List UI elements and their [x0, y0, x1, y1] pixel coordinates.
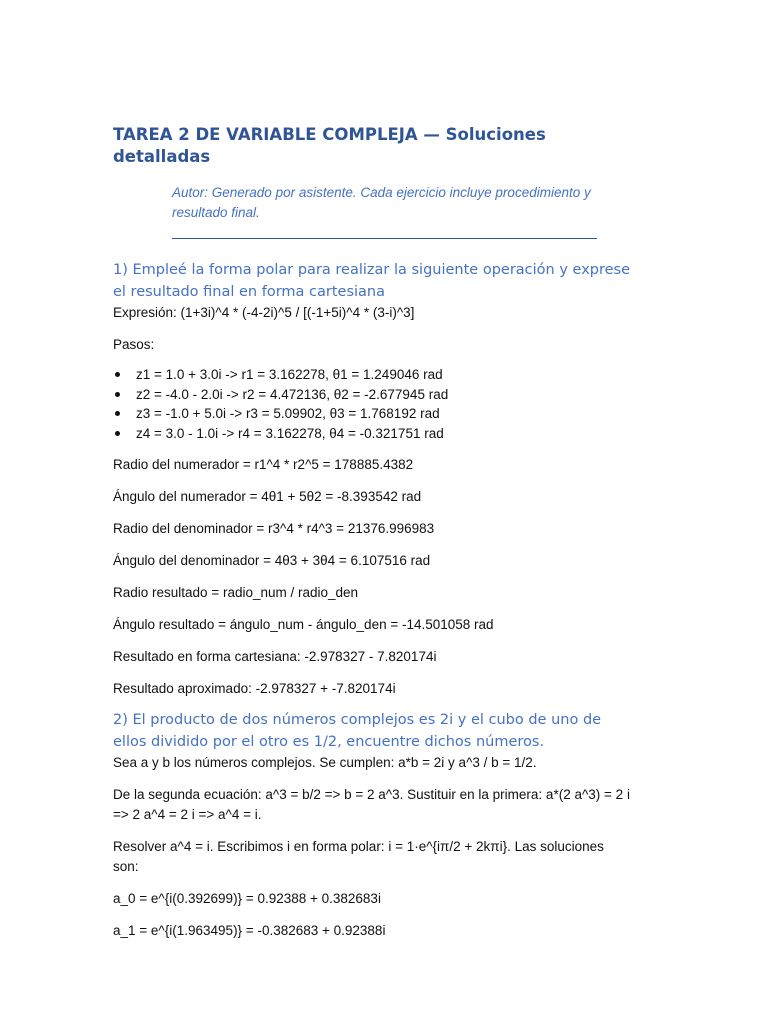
list-item: [113, 424, 633, 444]
section1-line: Radio del denominador = r3^4 * r4^3 = 21376.996983: [113, 521, 435, 536]
list-item: [113, 365, 633, 385]
section1-line: Radio resultado = radio_num / radio_den: [113, 585, 359, 600]
bullet-dot-icon: [115, 431, 120, 436]
section2-line: a_0 = e^{i(0.392699)} = 0.92388 + 0.382683i: [113, 891, 381, 906]
section1-line: Radio del numerador = r1^4 * r2^5 = 178885.4382: [113, 457, 414, 472]
section1-heading: 1) Empleé la forma polar para realizar la siguiente operación y exprese el resultado final en forma cartesiana: [113, 262, 631, 300]
section2-line: a_1 = e^{i(1.963495)} = -0.382683 + 0.92388i: [113, 923, 386, 938]
bullet-text: z4 = 3.0 - 1.0i -> r4 = 3.162278, θ4 = -0.321751 rad: [136, 425, 444, 441]
section1-line: Resultado aproximado: -2.978327 + -7.820174i: [113, 681, 396, 696]
bullet-dot-icon: [115, 411, 120, 416]
bullet-text: z1 = 1.0 + 3.0i -> r1 = 3.162278, θ1 = 1.249046 rad: [136, 367, 443, 382]
section2-line: Resolver a^4 = i. Escribimos i en forma polar: i = 1·e^{iπ/2 + 2kπi}. Las soluciones son:: [113, 839, 604, 874]
section1-line: Resultado en forma cartesiana: -2.978327 - 7.820174i: [113, 649, 437, 664]
bullet-text: z2 = -4.0 - 2.0i -> r2 = 4.472136, θ2 = -2.677945 rad: [136, 386, 449, 402]
document-content: [113, 124, 633, 941]
section1-line: Ángulo resultado = ángulo_num - ángulo_den = -14.501058 rad: [113, 617, 494, 632]
list-item: [113, 404, 633, 424]
section2-line: Sea a y b los números complejos. Se cumplen: a*b = 2i y a^3 / b = 1/2.: [113, 755, 537, 770]
section1-line: Ángulo del numerador = 4θ1 + 5θ2 = -8.393542 rad: [113, 489, 422, 504]
bullet-text: z3 = -1.0 + 5.0i -> r3 = 5.09902, θ3 = 1.768192 rad: [136, 406, 440, 421]
author-note: Autor: Generado por asistente. Cada ejercicio incluye procedimiento y resultado final.: [172, 185, 591, 220]
bullet-dot-icon: [115, 392, 120, 397]
bullet-dot-icon: [115, 372, 120, 377]
document-title: TAREA 2 DE VARIABLE COMPLEJA — Soluciones detalladas: [113, 125, 546, 166]
title-divider: [172, 238, 597, 239]
section1-bullet-list: [113, 365, 633, 443]
section1-steps-label: Pasos:: [113, 337, 155, 352]
section2-line: De la segunda ecuación: a^3 = b/2 => b = 2 a^3. Sustituir en la primera: a*(2 a^3) = 2 i => 2 a^4 = 2 i => a^4 = i.: [113, 787, 630, 822]
section1-line: Ángulo del denominador = 4θ3 + 3θ4 = 6.107516 rad: [113, 553, 431, 568]
section2-heading: 2) El producto de dos números complejos es 2i y el cubo de uno de ellos dividido por el otro es 1/2, encuentre dichos números.: [113, 712, 602, 750]
list-item: [113, 385, 633, 405]
section1-expression: Expresión: (1+3i)^4 * (-4-2i)^5 / [(-1+5i)^4 * (3-i)^3]: [113, 305, 415, 320]
